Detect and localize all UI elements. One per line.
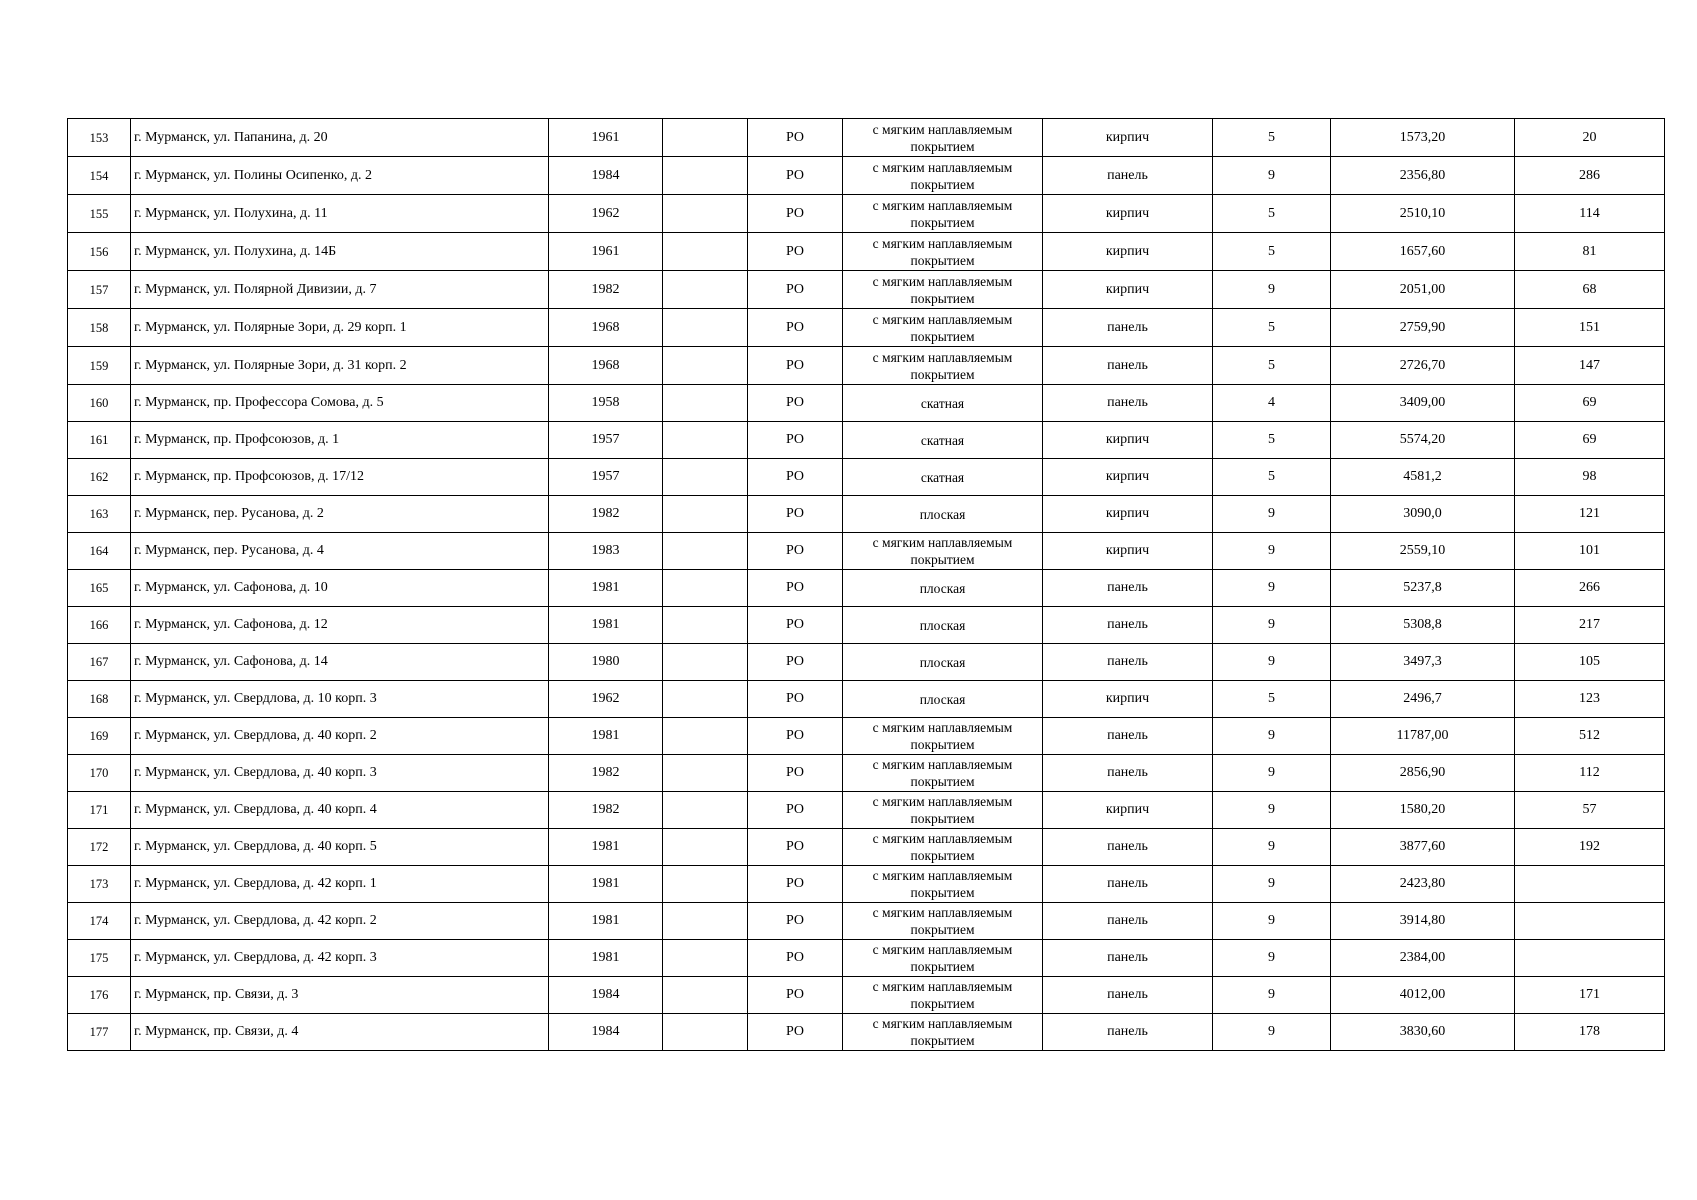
cell-residents: 105 <box>1515 644 1665 681</box>
cell-empty <box>663 940 748 977</box>
cell-fund-type: РО <box>748 607 843 644</box>
cell-wall-material: кирпич <box>1043 271 1213 309</box>
cell-year-built: 1968 <box>549 347 663 385</box>
table-row <box>68 903 1665 940</box>
cell-address: г. Мурманск, ул. Свердлова, д. 40 корп. 2 <box>131 718 549 755</box>
cell-residents <box>1515 940 1665 977</box>
cell-address: г. Мурманск, ул. Свердлова, д. 42 корп. 1 <box>131 866 549 903</box>
cell-residents: 171 <box>1515 977 1665 1014</box>
cell-fund-type: РО <box>748 866 843 903</box>
cell-wall-material: кирпич <box>1043 681 1213 718</box>
cell-wall-material: панель <box>1043 977 1213 1014</box>
cell-floors: 5 <box>1213 195 1331 233</box>
cell-empty <box>663 903 748 940</box>
cell-empty <box>663 1014 748 1051</box>
cell-empty <box>663 271 748 309</box>
cell-area: 2051,00 <box>1331 271 1515 309</box>
cell-empty <box>663 866 748 903</box>
cell-row-number: 163 <box>68 496 131 533</box>
cell-area: 1573,20 <box>1331 119 1515 157</box>
cell-row-number: 168 <box>68 681 131 718</box>
cell-row-number: 154 <box>68 157 131 195</box>
cell-roof-type: с мягким наплавляемым покрытием <box>843 829 1043 866</box>
cell-residents <box>1515 866 1665 903</box>
cell-area: 11787,00 <box>1331 718 1515 755</box>
cell-wall-material: кирпич <box>1043 195 1213 233</box>
cell-floors: 5 <box>1213 233 1331 271</box>
cell-roof-type: с мягким наплавляемым покрытием <box>843 718 1043 755</box>
cell-empty <box>663 718 748 755</box>
cell-wall-material: панель <box>1043 755 1213 792</box>
cell-roof-type: скатная <box>843 385 1043 422</box>
cell-fund-type: РО <box>748 977 843 1014</box>
cell-floors: 5 <box>1213 119 1331 157</box>
cell-fund-type: РО <box>748 570 843 607</box>
cell-fund-type: РО <box>748 1014 843 1051</box>
cell-address: г. Мурманск, пр. Связи, д. 4 <box>131 1014 549 1051</box>
cell-address: г. Мурманск, ул. Полярной Дивизии, д. 7 <box>131 271 549 309</box>
cell-wall-material: панель <box>1043 309 1213 347</box>
cell-empty <box>663 347 748 385</box>
cell-area: 2759,90 <box>1331 309 1515 347</box>
table-row <box>68 119 1665 157</box>
cell-row-number: 165 <box>68 570 131 607</box>
cell-floors: 5 <box>1213 459 1331 496</box>
cell-row-number: 175 <box>68 940 131 977</box>
table-row <box>68 459 1665 496</box>
table-row <box>68 271 1665 309</box>
table-row <box>68 195 1665 233</box>
cell-area: 2726,70 <box>1331 347 1515 385</box>
cell-address: г. Мурманск, ул. Сафонова, д. 14 <box>131 644 549 681</box>
cell-empty <box>663 644 748 681</box>
cell-row-number: 164 <box>68 533 131 570</box>
cell-empty <box>663 233 748 271</box>
cell-residents: 81 <box>1515 233 1665 271</box>
cell-wall-material: панель <box>1043 903 1213 940</box>
cell-wall-material: кирпич <box>1043 119 1213 157</box>
cell-empty <box>663 157 748 195</box>
cell-area: 2384,00 <box>1331 940 1515 977</box>
cell-fund-type: РО <box>748 385 843 422</box>
cell-floors: 9 <box>1213 644 1331 681</box>
cell-address: г. Мурманск, пер. Русанова, д. 2 <box>131 496 549 533</box>
cell-empty <box>663 422 748 459</box>
cell-year-built: 1982 <box>549 755 663 792</box>
cell-address: г. Мурманск, ул. Полярные Зори, д. 31 корп. 2 <box>131 347 549 385</box>
cell-fund-type: РО <box>748 347 843 385</box>
cell-year-built: 1982 <box>549 271 663 309</box>
cell-fund-type: РО <box>748 903 843 940</box>
cell-fund-type: РО <box>748 829 843 866</box>
cell-residents: 114 <box>1515 195 1665 233</box>
cell-area: 4012,00 <box>1331 977 1515 1014</box>
cell-address: г. Мурманск, ул. Свердлова, д. 40 корп. 3 <box>131 755 549 792</box>
cell-year-built: 1962 <box>549 195 663 233</box>
cell-roof-type: скатная <box>843 422 1043 459</box>
cell-residents: 121 <box>1515 496 1665 533</box>
cell-year-built: 1981 <box>549 718 663 755</box>
cell-row-number: 162 <box>68 459 131 496</box>
cell-fund-type: РО <box>748 755 843 792</box>
cell-residents: 69 <box>1515 422 1665 459</box>
cell-area: 3830,60 <box>1331 1014 1515 1051</box>
cell-address: г. Мурманск, пр. Профессора Сомова, д. 5 <box>131 385 549 422</box>
cell-roof-type: с мягким наплавляемым покрытием <box>843 533 1043 570</box>
cell-roof-type: с мягким наплавляемым покрытием <box>843 1014 1043 1051</box>
cell-fund-type: РО <box>748 459 843 496</box>
cell-residents: 266 <box>1515 570 1665 607</box>
cell-area: 1580,20 <box>1331 792 1515 829</box>
cell-residents: 101 <box>1515 533 1665 570</box>
cell-wall-material: кирпич <box>1043 233 1213 271</box>
cell-area: 3877,60 <box>1331 829 1515 866</box>
cell-floors: 5 <box>1213 309 1331 347</box>
cell-address: г. Мурманск, ул. Полухина, д. 11 <box>131 195 549 233</box>
table-row <box>68 570 1665 607</box>
table-row <box>68 755 1665 792</box>
cell-row-number: 170 <box>68 755 131 792</box>
cell-address: г. Мурманск, пр. Связи, д. 3 <box>131 977 549 1014</box>
cell-roof-type: с мягким наплавляемым покрытием <box>843 271 1043 309</box>
cell-row-number: 174 <box>68 903 131 940</box>
cell-floors: 5 <box>1213 347 1331 385</box>
cell-year-built: 1984 <box>549 1014 663 1051</box>
cell-empty <box>663 459 748 496</box>
cell-address: г. Мурманск, ул. Свердлова, д. 10 корп. 3 <box>131 681 549 718</box>
cell-fund-type: РО <box>748 119 843 157</box>
cell-area: 3497,3 <box>1331 644 1515 681</box>
cell-roof-type: с мягким наплавляемым покрытием <box>843 903 1043 940</box>
cell-year-built: 1961 <box>549 233 663 271</box>
cell-area: 2496,7 <box>1331 681 1515 718</box>
cell-row-number: 158 <box>68 309 131 347</box>
cell-roof-type: с мягким наплавляемым покрытием <box>843 195 1043 233</box>
cell-floors: 9 <box>1213 533 1331 570</box>
table-row <box>68 940 1665 977</box>
cell-row-number: 160 <box>68 385 131 422</box>
cell-floors: 9 <box>1213 271 1331 309</box>
cell-area: 3914,80 <box>1331 903 1515 940</box>
cell-residents: 68 <box>1515 271 1665 309</box>
cell-residents: 112 <box>1515 755 1665 792</box>
cell-year-built: 1980 <box>549 644 663 681</box>
cell-floors: 9 <box>1213 1014 1331 1051</box>
cell-empty <box>663 385 748 422</box>
cell-address: г. Мурманск, ул. Полины Осипенко, д. 2 <box>131 157 549 195</box>
cell-row-number: 171 <box>68 792 131 829</box>
cell-roof-type: плоская <box>843 681 1043 718</box>
cell-floors: 9 <box>1213 718 1331 755</box>
cell-empty <box>663 755 748 792</box>
cell-area: 2356,80 <box>1331 157 1515 195</box>
cell-floors: 9 <box>1213 940 1331 977</box>
cell-floors: 9 <box>1213 496 1331 533</box>
cell-row-number: 172 <box>68 829 131 866</box>
cell-roof-type: с мягким наплавляемым покрытием <box>843 233 1043 271</box>
cell-fund-type: РО <box>748 644 843 681</box>
cell-wall-material: кирпич <box>1043 459 1213 496</box>
cell-wall-material: панель <box>1043 940 1213 977</box>
cell-area: 2423,80 <box>1331 866 1515 903</box>
cell-wall-material: панель <box>1043 570 1213 607</box>
cell-year-built: 1961 <box>549 119 663 157</box>
cell-residents: 178 <box>1515 1014 1665 1051</box>
cell-floors: 5 <box>1213 681 1331 718</box>
cell-address: г. Мурманск, ул. Сафонова, д. 12 <box>131 607 549 644</box>
cell-year-built: 1984 <box>549 977 663 1014</box>
cell-fund-type: РО <box>748 792 843 829</box>
cell-wall-material: панель <box>1043 347 1213 385</box>
cell-address: г. Мурманск, ул. Полухина, д. 14Б <box>131 233 549 271</box>
cell-floors: 4 <box>1213 385 1331 422</box>
table-row <box>68 496 1665 533</box>
cell-wall-material: панель <box>1043 607 1213 644</box>
cell-area: 5308,8 <box>1331 607 1515 644</box>
cell-empty <box>663 570 748 607</box>
cell-row-number: 169 <box>68 718 131 755</box>
cell-address: г. Мурманск, ул. Свердлова, д. 42 корп. 3 <box>131 940 549 977</box>
cell-residents: 192 <box>1515 829 1665 866</box>
cell-residents: 512 <box>1515 718 1665 755</box>
cell-address: г. Мурманск, пр. Профсоюзов, д. 1 <box>131 422 549 459</box>
cell-roof-type: с мягким наплавляемым покрытием <box>843 792 1043 829</box>
cell-wall-material: панель <box>1043 157 1213 195</box>
table-row <box>68 681 1665 718</box>
cell-empty <box>663 119 748 157</box>
cell-roof-type: плоская <box>843 644 1043 681</box>
cell-row-number: 177 <box>68 1014 131 1051</box>
cell-floors: 9 <box>1213 755 1331 792</box>
cell-row-number: 161 <box>68 422 131 459</box>
table-body <box>68 119 1665 1051</box>
cell-area: 3409,00 <box>1331 385 1515 422</box>
table-row <box>68 718 1665 755</box>
cell-row-number: 157 <box>68 271 131 309</box>
cell-fund-type: РО <box>748 422 843 459</box>
cell-address: г. Мурманск, ул. Свердлова, д. 40 корп. 5 <box>131 829 549 866</box>
table-row <box>68 233 1665 271</box>
cell-empty <box>663 792 748 829</box>
cell-area: 5237,8 <box>1331 570 1515 607</box>
table-row <box>68 309 1665 347</box>
cell-residents: 286 <box>1515 157 1665 195</box>
cell-roof-type: с мягким наплавляемым покрытием <box>843 866 1043 903</box>
cell-area: 5574,20 <box>1331 422 1515 459</box>
cell-address: г. Мурманск, пр. Профсоюзов, д. 17/12 <box>131 459 549 496</box>
cell-year-built: 1957 <box>549 459 663 496</box>
cell-wall-material: кирпич <box>1043 792 1213 829</box>
cell-wall-material: панель <box>1043 718 1213 755</box>
cell-floors: 9 <box>1213 866 1331 903</box>
cell-residents <box>1515 903 1665 940</box>
cell-roof-type: плоская <box>843 570 1043 607</box>
cell-fund-type: РО <box>748 309 843 347</box>
cell-wall-material: кирпич <box>1043 422 1213 459</box>
cell-year-built: 1981 <box>549 607 663 644</box>
cell-residents: 151 <box>1515 309 1665 347</box>
cell-floors: 9 <box>1213 977 1331 1014</box>
cell-empty <box>663 309 748 347</box>
table-row <box>68 977 1665 1014</box>
cell-area: 3090,0 <box>1331 496 1515 533</box>
cell-wall-material: панель <box>1043 644 1213 681</box>
table-row <box>68 792 1665 829</box>
cell-address: г. Мурманск, ул. Сафонова, д. 10 <box>131 570 549 607</box>
cell-wall-material: панель <box>1043 866 1213 903</box>
cell-fund-type: РО <box>748 157 843 195</box>
table-row <box>68 1014 1665 1051</box>
cell-address: г. Мурманск, ул. Свердлова, д. 42 корп. 2 <box>131 903 549 940</box>
cell-residents: 217 <box>1515 607 1665 644</box>
cell-address: г. Мурманск, ул. Полярные Зори, д. 29 корп. 1 <box>131 309 549 347</box>
cell-row-number: 155 <box>68 195 131 233</box>
cell-residents: 20 <box>1515 119 1665 157</box>
cell-empty <box>663 533 748 570</box>
cell-roof-type: с мягким наплавляемым покрытием <box>843 309 1043 347</box>
cell-residents: 69 <box>1515 385 1665 422</box>
cell-fund-type: РО <box>748 940 843 977</box>
cell-roof-type: плоская <box>843 496 1043 533</box>
cell-area: 4581,2 <box>1331 459 1515 496</box>
cell-address: г. Мурманск, пер. Русанова, д. 4 <box>131 533 549 570</box>
cell-year-built: 1957 <box>549 422 663 459</box>
cell-area: 2559,10 <box>1331 533 1515 570</box>
cell-year-built: 1981 <box>549 903 663 940</box>
cell-roof-type: с мягким наплавляемым покрытием <box>843 157 1043 195</box>
table-row <box>68 157 1665 195</box>
cell-year-built: 1981 <box>549 570 663 607</box>
cell-area: 2856,90 <box>1331 755 1515 792</box>
cell-floors: 5 <box>1213 422 1331 459</box>
cell-wall-material: панель <box>1043 829 1213 866</box>
cell-fund-type: РО <box>748 195 843 233</box>
cell-wall-material: кирпич <box>1043 496 1213 533</box>
table-row <box>68 829 1665 866</box>
cell-floors: 9 <box>1213 157 1331 195</box>
cell-row-number: 156 <box>68 233 131 271</box>
cell-fund-type: РО <box>748 496 843 533</box>
cell-row-number: 166 <box>68 607 131 644</box>
housing-stock-table <box>67 118 1665 1051</box>
cell-residents: 98 <box>1515 459 1665 496</box>
cell-roof-type: с мягким наплавляемым покрытием <box>843 755 1043 792</box>
table-row <box>68 866 1665 903</box>
cell-empty <box>663 496 748 533</box>
cell-floors: 9 <box>1213 607 1331 644</box>
cell-area: 1657,60 <box>1331 233 1515 271</box>
cell-residents: 57 <box>1515 792 1665 829</box>
cell-empty <box>663 195 748 233</box>
cell-year-built: 1981 <box>549 829 663 866</box>
table-row <box>68 533 1665 570</box>
cell-year-built: 1962 <box>549 681 663 718</box>
cell-year-built: 1981 <box>549 940 663 977</box>
cell-year-built: 1958 <box>549 385 663 422</box>
cell-residents: 123 <box>1515 681 1665 718</box>
cell-year-built: 1968 <box>549 309 663 347</box>
cell-residents: 147 <box>1515 347 1665 385</box>
cell-year-built: 1983 <box>549 533 663 570</box>
cell-floors: 9 <box>1213 792 1331 829</box>
cell-year-built: 1982 <box>549 496 663 533</box>
table-row <box>68 347 1665 385</box>
cell-fund-type: РО <box>748 718 843 755</box>
cell-year-built: 1984 <box>549 157 663 195</box>
cell-wall-material: кирпич <box>1043 533 1213 570</box>
cell-empty <box>663 829 748 866</box>
cell-fund-type: РО <box>748 271 843 309</box>
cell-empty <box>663 607 748 644</box>
cell-floors: 9 <box>1213 570 1331 607</box>
cell-row-number: 176 <box>68 977 131 1014</box>
cell-area: 2510,10 <box>1331 195 1515 233</box>
cell-row-number: 159 <box>68 347 131 385</box>
table-row <box>68 422 1665 459</box>
cell-wall-material: панель <box>1043 385 1213 422</box>
cell-row-number: 167 <box>68 644 131 681</box>
cell-floors: 9 <box>1213 903 1331 940</box>
cell-fund-type: РО <box>748 681 843 718</box>
table-row <box>68 385 1665 422</box>
cell-roof-type: с мягким наплавляемым покрытием <box>843 940 1043 977</box>
cell-empty <box>663 681 748 718</box>
cell-roof-type: плоская <box>843 607 1043 644</box>
cell-wall-material: панель <box>1043 1014 1213 1051</box>
cell-floors: 9 <box>1213 829 1331 866</box>
cell-address: г. Мурманск, ул. Свердлова, д. 40 корп. 4 <box>131 792 549 829</box>
cell-row-number: 153 <box>68 119 131 157</box>
cell-fund-type: РО <box>748 533 843 570</box>
cell-empty <box>663 977 748 1014</box>
cell-year-built: 1982 <box>549 792 663 829</box>
cell-row-number: 173 <box>68 866 131 903</box>
table-row <box>68 644 1665 681</box>
cell-roof-type: с мягким наплавляемым покрытием <box>843 347 1043 385</box>
cell-fund-type: РО <box>748 233 843 271</box>
cell-address: г. Мурманск, ул. Папанина, д. 20 <box>131 119 549 157</box>
cell-roof-type: скатная <box>843 459 1043 496</box>
cell-roof-type: с мягким наплавляемым покрытием <box>843 977 1043 1014</box>
cell-roof-type: с мягким наплавляемым покрытием <box>843 119 1043 157</box>
cell-year-built: 1981 <box>549 866 663 903</box>
table-row <box>68 607 1665 644</box>
